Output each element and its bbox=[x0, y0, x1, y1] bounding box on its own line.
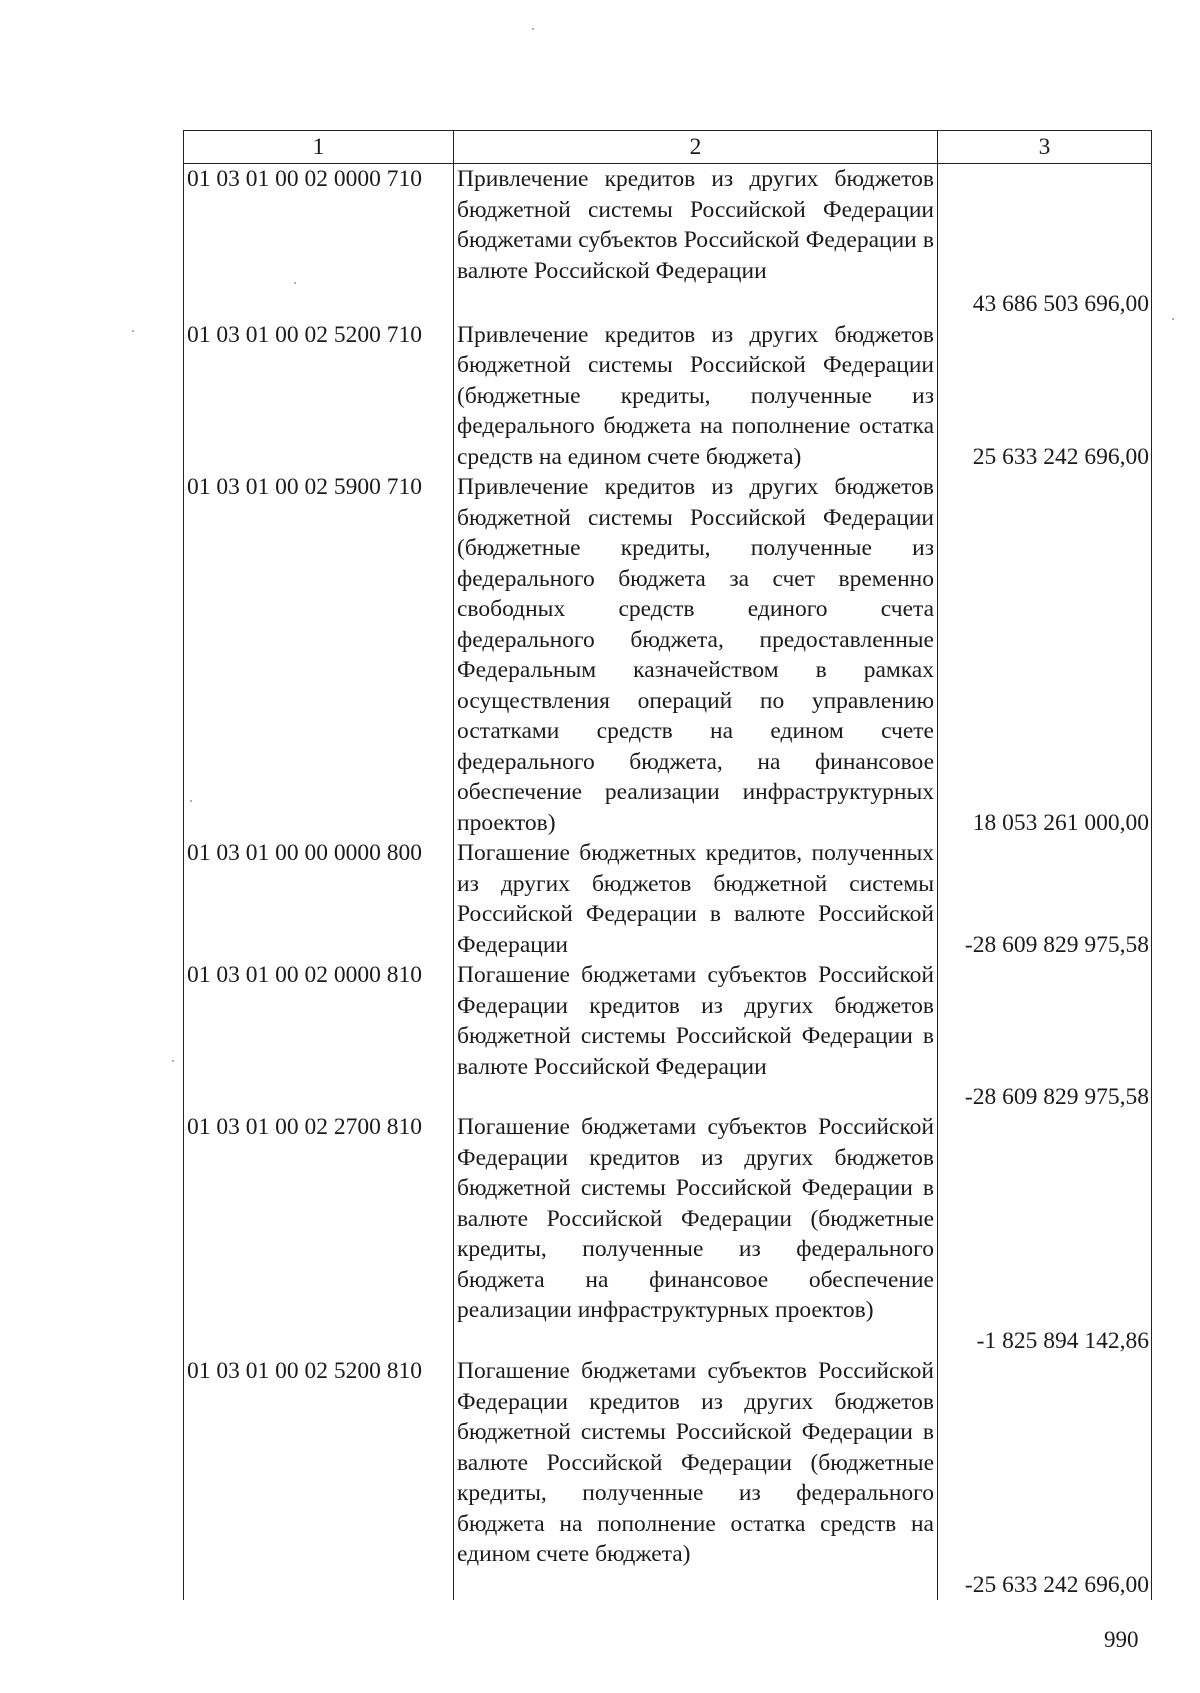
scan-speck bbox=[294, 282, 296, 284]
classification-code: 01 03 01 00 02 5900 710 bbox=[184, 472, 454, 838]
classification-code: 01 03 01 00 02 0000 810 bbox=[184, 960, 454, 1112]
page-number: 990 bbox=[1104, 1627, 1139, 1652]
classification-code: 01 03 01 00 02 0000 710 bbox=[184, 164, 454, 320]
row-amount: -28 609 829 975,58 bbox=[938, 960, 1152, 1112]
column-header-1: 1 bbox=[184, 131, 454, 164]
row-amount: -25 633 242 696,00 bbox=[938, 1356, 1152, 1600]
row-description: Погашение бюджетных кредитов, полученных из других бюджетов бюджетной системы Российской Федерации в валюте Российской Федерации bbox=[454, 838, 938, 960]
column-header-2: 2 bbox=[454, 131, 938, 164]
table-row bbox=[184, 960, 1152, 1112]
row-description: Погашение бюджетами субъектов Российской Федерации кредитов из других бюджетов бюджетной системы Российской Федерации в валюте Российской Федерации bbox=[454, 960, 938, 1112]
classification-code: 01 03 01 00 02 5200 710 bbox=[184, 320, 454, 473]
row-amount: -1 825 894 142,86 bbox=[938, 1112, 1152, 1356]
budget-sources-table bbox=[183, 130, 1152, 1600]
row-description: Погашение бюджетами субъектов Российской Федерации кредитов из других бюджетов бюджетной системы Российской Федерации в валюте Российской Федерации (бюджетные кредиты, полученные из федерального бюджета на финансовое обеспечение реализации инфраструктурных проектов) bbox=[454, 1112, 938, 1356]
row-amount: -28 609 829 975,58 bbox=[938, 838, 1152, 960]
table-row bbox=[184, 1356, 1152, 1600]
row-amount: 18 053 261 000,00 bbox=[938, 472, 1152, 838]
table-row bbox=[184, 164, 1152, 320]
table-row bbox=[184, 1112, 1152, 1356]
table-header-row bbox=[184, 131, 1152, 164]
column-header-3: 3 bbox=[938, 131, 1152, 164]
classification-code: 01 03 01 00 02 2700 810 bbox=[184, 1112, 454, 1356]
row-description: Привлечение кредитов из других бюджетов бюджетной системы Российской Федерации (бюджетные кредиты, полученные из федерального бюджета на пополнение остатка средств на едином счете бюджета) bbox=[454, 320, 938, 473]
row-amount: 43 686 503 696,00 bbox=[938, 164, 1152, 320]
scan-speck bbox=[132, 330, 134, 332]
scan-speck bbox=[172, 1060, 174, 1062]
table-row bbox=[184, 320, 1152, 473]
row-description: Привлечение кредитов из других бюджетов бюджетной системы Российской Федерации (бюджетные кредиты, полученные из федерального бюджета за счет временно свободных средств единого счета федерального бюджета, предоставленные Федеральным казначейством в рамках осуществления операций по управлению остатками средств на едином счете федерального бюджета, на финансовое обеспечение реализации инфраструктурных проектов) bbox=[454, 472, 938, 838]
row-description: Привлечение кредитов из других бюджетов бюджетной системы Российской Федерации бюджетами субъектов Российской Федерации в валюте Российской Федерации bbox=[454, 164, 938, 320]
classification-code: 01 03 01 00 00 0000 800 bbox=[184, 838, 454, 960]
scan-speck bbox=[190, 800, 192, 802]
classification-code: 01 03 01 00 02 5200 810 bbox=[184, 1356, 454, 1600]
budget-table-page bbox=[183, 130, 1151, 1600]
table-row bbox=[184, 472, 1152, 838]
row-amount: 25 633 242 696,00 bbox=[938, 320, 1152, 473]
scan-speck bbox=[1172, 318, 1174, 320]
scan-speck bbox=[532, 28, 534, 30]
table-row bbox=[184, 838, 1152, 960]
row-description: Погашение бюджетами субъектов Российской Федерации кредитов из других бюджетов бюджетной системы Российской Федерации в валюте Российской Федерации (бюджетные кредиты, полученные из федерального бюджета на пополнение остатка средств на едином счете бюджета) bbox=[454, 1356, 938, 1600]
